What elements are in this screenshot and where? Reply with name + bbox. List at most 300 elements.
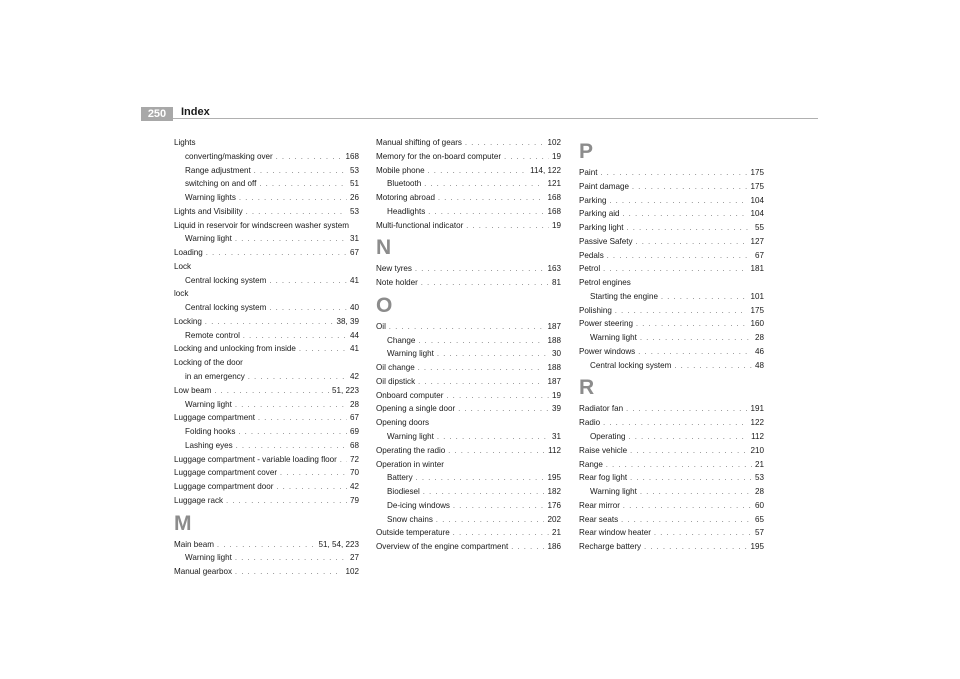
dot-leader (428, 206, 544, 220)
dot-leader (447, 390, 549, 404)
entry-text: Raise vehicle (579, 445, 628, 455)
page-reference: 38, 39 (336, 316, 359, 326)
index-subentry[interactable] (376, 347, 561, 361)
page-reference: 30 (551, 349, 561, 359)
entry-text: Passive Safety (579, 236, 633, 246)
index-subentry[interactable] (174, 150, 359, 164)
entry-text: Manual gearbox (174, 567, 233, 577)
index-entry[interactable] (579, 235, 764, 249)
index-entry[interactable] (174, 480, 359, 494)
index-entry[interactable] (579, 166, 764, 180)
index-entry[interactable] (579, 402, 764, 416)
index-entry[interactable] (579, 526, 764, 540)
index-subentry[interactable] (579, 430, 764, 444)
dot-leader (632, 181, 748, 195)
page-reference: 181 (750, 264, 764, 274)
entry-text: in an emergency (185, 372, 245, 382)
dot-leader (258, 412, 347, 426)
entry-text: Range (579, 459, 603, 469)
entry-text: Paint damage (579, 181, 629, 191)
entry-text: Parking (579, 195, 607, 205)
index-entry[interactable] (174, 356, 359, 370)
dot-leader (621, 514, 752, 528)
index-entry[interactable] (174, 453, 359, 467)
entry-text: Operating (590, 432, 626, 442)
dot-leader (630, 472, 752, 486)
page-reference: 60 (754, 500, 764, 510)
page-reference: 19 (551, 151, 561, 161)
index-subentry[interactable] (174, 370, 359, 384)
index-entry[interactable] (174, 411, 359, 425)
dot-leader (638, 346, 752, 360)
index-subentry[interactable] (376, 471, 561, 485)
index-subentry[interactable] (376, 485, 561, 499)
index-column-3 (579, 136, 764, 554)
index-subentry[interactable] (174, 329, 359, 343)
index-subentry[interactable] (174, 439, 359, 453)
entry-text: Petrol (579, 264, 601, 274)
entry-text: Warning light (185, 399, 232, 409)
entry-text: Folding hooks (185, 427, 236, 437)
index-entry[interactable] (579, 444, 764, 458)
dot-leader (437, 348, 549, 362)
entry-text: New tyres (376, 264, 412, 274)
dot-leader (235, 552, 347, 566)
page-reference: 168 (547, 206, 561, 216)
page-reference: 51, 223 (331, 385, 359, 395)
page-reference: 28 (754, 333, 764, 343)
page-reference: 182 (547, 487, 561, 497)
entry-text: Motoring abroad (376, 193, 435, 203)
index-column-2 (376, 136, 561, 554)
header-divider (173, 118, 818, 119)
entry-text: Manual shifting of gears (376, 138, 462, 147)
dot-leader (246, 206, 347, 220)
index-entry[interactable] (174, 565, 359, 579)
entry-text: switching on and off (185, 179, 257, 189)
index-subentry[interactable] (376, 334, 561, 348)
entry-text: Multi-functional indicator (376, 220, 464, 230)
entry-text: Opening a single door (376, 404, 456, 414)
dot-leader (418, 335, 544, 349)
entry-text: Bluetooth (387, 179, 422, 189)
index-entry[interactable] (376, 540, 561, 554)
page-reference: 72 (349, 454, 359, 464)
dot-leader (603, 263, 747, 277)
entry-text: Luggage compartment cover (174, 468, 278, 478)
section-letter: O (376, 293, 393, 317)
index-entry[interactable] (376, 444, 561, 458)
index-entry[interactable] (174, 466, 359, 480)
index-entry[interactable] (174, 205, 359, 219)
entry-text: Starting the engine (590, 291, 658, 301)
page-reference: 104 (750, 209, 764, 219)
entry-text: Lights (174, 138, 196, 147)
entry-text: Warning light (590, 333, 637, 343)
index-entry[interactable] (579, 416, 764, 430)
dot-leader (448, 445, 545, 459)
index-entry[interactable] (376, 375, 561, 389)
entry-text: Memory for the on-board computer (376, 151, 502, 161)
page-reference: 210 (750, 445, 764, 455)
entry-text: Warning light (185, 234, 232, 244)
dot-leader (423, 486, 545, 500)
entry-text: Parking aid (579, 209, 620, 219)
entry-text: Locking (174, 316, 202, 326)
entry-text: De-icing windows (387, 500, 450, 510)
dot-leader (424, 178, 544, 192)
dot-leader (389, 321, 545, 335)
entry-text: Lock (174, 261, 192, 271)
page-reference: 53 (349, 206, 359, 216)
entry-text: Radiator fan (579, 404, 624, 414)
index-entry[interactable] (376, 416, 561, 430)
page-reference: 112 (548, 445, 561, 455)
entry-text: Locking and unlocking from inside (174, 344, 296, 354)
dot-leader (654, 527, 752, 541)
dot-leader (280, 467, 347, 481)
index-subentry[interactable] (174, 232, 359, 246)
entry-text: Luggage rack (174, 495, 224, 505)
entry-text: Luggage compartment - variable loading floor (174, 454, 337, 464)
dot-leader (276, 481, 347, 495)
entry-text: Change (387, 335, 416, 345)
page-reference: 48 (754, 360, 764, 370)
index-entry[interactable] (174, 287, 359, 301)
dot-leader (421, 277, 549, 291)
index-entry[interactable] (174, 342, 359, 356)
page-reference: 39 (551, 404, 561, 414)
entry-text: lock (174, 289, 189, 299)
entry-text: Paint (579, 168, 598, 177)
dot-leader (299, 343, 347, 357)
page-reference: 79 (349, 495, 359, 505)
page-reference: 101 (750, 291, 764, 301)
index-subentry[interactable] (376, 177, 561, 191)
index-subentry[interactable] (376, 205, 561, 219)
dot-leader (636, 236, 748, 250)
index-subentry[interactable] (579, 331, 764, 345)
entry-text: Snow chains (387, 514, 433, 524)
dot-leader (674, 360, 752, 374)
entry-text: Warning light (387, 349, 434, 359)
dot-leader (248, 371, 347, 385)
page-reference: 122 (750, 418, 764, 428)
page-reference: 53 (754, 473, 764, 483)
entry-text: Power windows (579, 346, 636, 356)
entry-text: Oil dipstick (376, 376, 416, 386)
dot-leader (214, 385, 329, 399)
dot-leader (606, 459, 752, 473)
page-reference: 53 (349, 165, 359, 175)
dot-leader (217, 539, 315, 553)
dot-leader (205, 316, 334, 330)
index-entry[interactable] (579, 345, 764, 359)
entry-text: Lights and Visibility (174, 206, 243, 216)
index-entry[interactable] (376, 526, 561, 540)
page-reference: 163 (547, 264, 561, 274)
dot-leader (644, 541, 747, 555)
dot-leader (630, 445, 747, 459)
index-entry[interactable] (174, 538, 359, 552)
index-entry[interactable] (376, 276, 561, 290)
entry-text: Note holder (376, 278, 418, 288)
index-entry[interactable] (376, 191, 561, 205)
index-entry[interactable] (174, 315, 359, 329)
index-entry[interactable] (376, 389, 561, 403)
entry-text: Rear fog light (579, 473, 628, 483)
dot-leader (418, 362, 545, 376)
entry-text: converting/masking over (185, 151, 273, 161)
entry-text: Rear seats (579, 514, 619, 524)
entry-text: Loading (174, 248, 203, 258)
index-subentry[interactable] (174, 551, 359, 565)
index-entry[interactable] (174, 384, 359, 398)
dot-leader (615, 305, 748, 319)
entry-text: Outside temperature (376, 528, 450, 538)
index-entry[interactable] (579, 499, 764, 513)
entry-text: Rear window heater (579, 528, 651, 538)
index-entry[interactable] (579, 249, 764, 263)
page-reference: 81 (551, 278, 561, 288)
index-entry[interactable] (376, 164, 561, 178)
dot-leader (340, 454, 347, 468)
page-reference: 55 (754, 223, 764, 233)
dot-leader (235, 566, 342, 580)
dot-leader (627, 222, 752, 236)
index-entry[interactable] (579, 276, 764, 290)
page-reference: 51 (349, 179, 359, 189)
entry-text: Remote control (185, 330, 240, 340)
index-entry[interactable] (376, 262, 561, 276)
index-subentry[interactable] (174, 164, 359, 178)
index-entry[interactable] (174, 219, 359, 233)
page-reference: 31 (551, 432, 561, 442)
page-reference: 168 (547, 193, 561, 203)
page-reference: 69 (349, 427, 359, 437)
page-reference: 175 (750, 168, 764, 177)
entry-text: Battery (387, 473, 413, 483)
index-entry[interactable] (174, 246, 359, 260)
index-entry[interactable] (376, 150, 561, 164)
page-reference: 112 (751, 432, 764, 442)
entry-text: Central locking system (590, 360, 672, 370)
dot-leader (458, 403, 549, 417)
dot-leader (438, 192, 545, 206)
entry-text: Warning lights (185, 193, 236, 203)
index-entry[interactable] (579, 471, 764, 485)
page-reference: 19 (551, 220, 561, 230)
section-letter: N (376, 236, 392, 260)
index-entry[interactable] (174, 136, 359, 150)
entry-text: Onboard computer (376, 390, 444, 400)
index-subentry[interactable] (174, 177, 359, 191)
entry-text: Biodiesel (387, 487, 420, 497)
section-letter: M (174, 511, 192, 535)
dot-leader (226, 495, 347, 509)
dot-leader (276, 151, 343, 165)
index-entry[interactable] (376, 458, 561, 472)
dot-leader (661, 291, 748, 305)
page-number: 250 (141, 107, 173, 121)
index-entry[interactable] (376, 320, 561, 334)
entry-text: Operation in winter (376, 459, 444, 469)
entry-text: Central locking system (185, 275, 267, 285)
index-entry[interactable] (376, 136, 561, 150)
dot-leader (206, 247, 347, 261)
dot-leader (640, 486, 752, 500)
dot-leader (640, 332, 752, 346)
entry-text: Warning light (590, 487, 637, 497)
index-subentry[interactable] (376, 513, 561, 527)
index-entry[interactable] (579, 317, 764, 331)
page-reference: 102 (547, 138, 561, 147)
entry-text: Luggage compartment door (174, 482, 274, 492)
dot-leader (626, 403, 747, 417)
page-reference: 102 (345, 567, 359, 577)
entry-text: Oil (376, 321, 386, 331)
entry-text: Locking of the door (174, 358, 243, 368)
dot-leader (415, 263, 545, 277)
page-reference: 27 (349, 553, 359, 563)
index-column-1 (174, 136, 359, 579)
dot-leader (466, 220, 549, 234)
entry-text: Low beam (174, 385, 212, 395)
entry-text: Pedals (579, 250, 604, 260)
entry-text: Operating the radio (376, 445, 446, 455)
entry-text: Recharge battery (579, 542, 642, 552)
entry-text: Power steering (579, 319, 633, 329)
dot-leader (269, 302, 347, 316)
dot-leader (254, 165, 347, 179)
dot-leader (243, 330, 347, 344)
index-subentry[interactable] (174, 274, 359, 288)
index-subentry[interactable] (376, 430, 561, 444)
index-entry[interactable] (579, 262, 764, 276)
entry-text: Parking light (579, 223, 624, 233)
dot-leader (629, 431, 749, 445)
index-subentry[interactable] (174, 301, 359, 315)
page-reference: 42 (349, 372, 359, 382)
entry-text: Polishing (579, 305, 612, 315)
entry-text: Range adjustment (185, 165, 251, 175)
page-reference: 44 (349, 330, 359, 340)
dot-leader (416, 472, 545, 486)
index-subentry[interactable] (376, 499, 561, 513)
page-reference: 67 (349, 413, 359, 423)
section-letter: R (579, 376, 595, 400)
index-entry[interactable] (579, 207, 764, 221)
dot-leader (603, 417, 747, 431)
page-reference: 176 (547, 500, 561, 510)
index-entry[interactable] (174, 494, 359, 508)
page-reference: 28 (349, 399, 359, 409)
page-reference: 202 (547, 514, 561, 524)
index-entry[interactable] (579, 180, 764, 194)
index-entry[interactable] (174, 260, 359, 274)
page-reference: 41 (349, 344, 359, 354)
dot-leader (235, 233, 347, 247)
index-entry[interactable] (579, 513, 764, 527)
page-reference: 46 (754, 346, 764, 356)
dot-leader (453, 500, 545, 514)
page-reference: 70 (349, 468, 359, 478)
page-reference: 168 (345, 151, 359, 161)
page-reference: 187 (547, 321, 561, 331)
page-reference: 41 (349, 275, 359, 285)
dot-leader (623, 500, 752, 514)
index-subentry[interactable] (174, 191, 359, 205)
index-entry[interactable] (579, 194, 764, 208)
entry-text: Radio (579, 418, 601, 428)
index-entry[interactable] (579, 458, 764, 472)
dot-leader (504, 151, 549, 165)
dot-leader (235, 399, 347, 413)
dot-leader (609, 195, 747, 209)
page-reference: 67 (349, 248, 359, 258)
index-subentry[interactable] (579, 290, 764, 304)
page-reference: 188 (547, 363, 561, 373)
entry-text: Central locking system (185, 303, 267, 313)
page-reference: 51, 54, 223 (318, 539, 359, 549)
page-reference: 195 (547, 473, 561, 483)
page-reference: 160 (750, 319, 764, 329)
dot-leader (259, 178, 347, 192)
index-subentry[interactable] (579, 485, 764, 499)
index-subentry[interactable] (174, 398, 359, 412)
page-reference: 31 (349, 234, 359, 244)
dot-leader (607, 250, 752, 264)
index-entry[interactable] (376, 219, 561, 233)
dot-leader (238, 426, 347, 440)
page-reference: 40 (349, 303, 359, 313)
dot-leader (239, 192, 347, 206)
entry-text: Headlights (387, 206, 426, 216)
page-reference: 186 (547, 542, 561, 552)
dot-leader (418, 376, 544, 390)
page-reference: 195 (750, 542, 764, 552)
page-reference: 127 (750, 236, 764, 246)
index-subentry[interactable] (174, 425, 359, 439)
dot-leader (436, 514, 545, 528)
index-entry[interactable] (579, 304, 764, 318)
entry-text: Warning light (387, 432, 434, 442)
page-reference: 26 (349, 193, 359, 203)
entry-text: Main beam (174, 539, 215, 549)
index-entry[interactable] (376, 402, 561, 416)
page-reference: 175 (750, 305, 764, 315)
page-reference: 65 (754, 514, 764, 524)
index-entry[interactable] (579, 221, 764, 235)
page-title: Index (181, 106, 210, 118)
index-entry[interactable] (579, 540, 764, 554)
page-reference: 67 (754, 250, 764, 260)
dot-leader (428, 165, 527, 179)
section-letter: P (579, 140, 594, 163)
index-subentry[interactable] (579, 359, 764, 373)
dot-leader (465, 137, 545, 151)
page-reference: 68 (349, 440, 359, 450)
page-reference: 57 (754, 528, 764, 538)
dot-leader (437, 431, 549, 445)
dot-leader (623, 208, 748, 222)
page-reference: 19 (551, 390, 561, 400)
dot-leader (453, 527, 549, 541)
page-reference: 188 (547, 335, 561, 345)
page-reference: 121 (547, 179, 561, 189)
entry-text: Rear mirror (579, 500, 620, 510)
index-entry[interactable] (376, 361, 561, 375)
